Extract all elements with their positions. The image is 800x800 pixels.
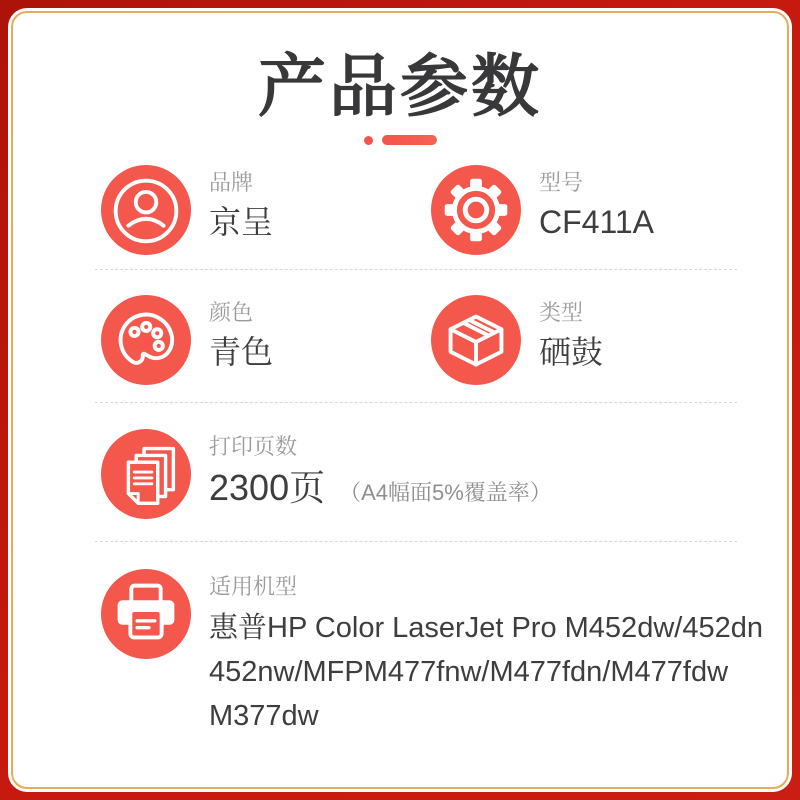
spec-cell-brand xyxy=(101,165,431,255)
spec-label: 品牌 xyxy=(209,170,254,195)
pages-icon xyxy=(101,429,191,519)
spec-row-brand-model xyxy=(13,165,787,255)
spec-value: CF411A xyxy=(539,204,655,240)
spec-note: （A4幅面5%覆盖率） xyxy=(339,480,552,505)
spec-label: 打印页数 xyxy=(209,434,298,459)
spec-text-model xyxy=(539,165,654,255)
model-line: 452nw/MFPM477fnw/M477fdn/M477fdw xyxy=(209,656,729,688)
page-title: 产品参数 xyxy=(257,49,542,125)
spec-label: 颜色 xyxy=(209,300,254,325)
spec-cell-type xyxy=(431,295,603,385)
spec-cell-pages xyxy=(101,429,552,519)
spec-value: 青色 xyxy=(209,334,274,370)
spec-text-color xyxy=(209,295,273,385)
spec-value: 2300页 xyxy=(209,467,326,508)
deco-dot xyxy=(364,136,373,145)
spec-list xyxy=(13,165,787,738)
title-underline-decoration xyxy=(13,135,787,145)
spec-row-pages xyxy=(13,429,787,519)
gear-icon xyxy=(431,165,521,255)
spec-cell-color xyxy=(101,295,431,385)
spec-text-pages xyxy=(209,429,552,519)
spec-cell-model xyxy=(431,165,654,255)
printer-icon xyxy=(101,569,191,659)
spec-text-type xyxy=(539,295,603,385)
spec-text-models xyxy=(209,569,800,738)
box-icon xyxy=(431,295,521,385)
palette-icon xyxy=(101,295,191,385)
compatible-models-list xyxy=(209,606,800,738)
spec-label: 适用机型 xyxy=(209,574,298,599)
spec-label: 型号 xyxy=(539,170,584,195)
spec-row-models xyxy=(13,569,787,738)
spec-text-brand xyxy=(209,165,273,255)
spec-cell-models xyxy=(101,569,800,738)
dashed-divider xyxy=(95,402,737,403)
spec-label: 类型 xyxy=(539,300,584,325)
deco-bar xyxy=(382,135,437,145)
model-line: M377dw xyxy=(209,700,319,732)
user-icon xyxy=(101,165,191,255)
dashed-divider xyxy=(95,269,737,270)
spec-value: 硒鼓 xyxy=(539,334,604,370)
model-line: 惠普HP Color LaserJet Pro M452dw/452dn xyxy=(209,612,763,644)
spec-value: 京呈 xyxy=(209,204,274,240)
dashed-divider xyxy=(95,541,737,542)
content-panel xyxy=(11,11,789,789)
spec-row-color-type xyxy=(13,295,787,385)
